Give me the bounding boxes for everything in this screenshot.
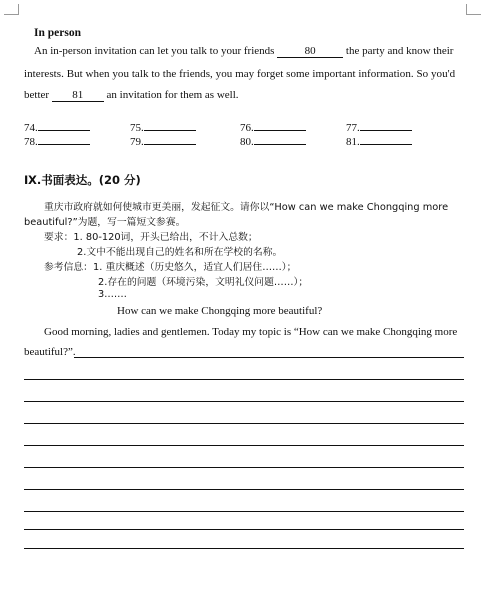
reference-text: 1. 重庆概述（历史悠久，适宜人们居住……）； <box>92 262 297 273</box>
answer-blank <box>360 120 412 131</box>
answer-slot-80 <box>240 134 306 148</box>
answer-slot-74 <box>24 120 90 134</box>
essay-title: How can we make Chongqing more beautiful? <box>117 305 323 317</box>
writing-line <box>24 467 464 468</box>
passage-line-3 <box>24 89 239 102</box>
passage-text: an invitation for them as well. <box>106 89 239 101</box>
writing-line <box>24 379 464 380</box>
passage-text: better <box>24 89 50 101</box>
writing-line <box>24 401 464 402</box>
answer-number: 81. <box>346 136 360 148</box>
page-corner-mark <box>4 4 19 15</box>
reference-label: 参考信息： <box>44 262 93 273</box>
requirement-label: 要求： <box>44 232 74 243</box>
answer-number: 80. <box>240 136 254 148</box>
section-title: Ⅸ.书面表达。(20 分) <box>24 173 141 187</box>
essay-opening-2: beautiful?”. <box>24 346 76 358</box>
passage-line-2: interests. But when you talk to the friends, you may forget some important information. So you'd <box>24 68 456 80</box>
writing-line <box>24 548 464 549</box>
passage-text: An in-person invitation can let you talk to your friends <box>34 45 275 57</box>
writing-line <box>24 511 464 512</box>
answer-slot-79 <box>130 134 196 148</box>
writing-line <box>24 489 464 490</box>
requirement-line-1 <box>44 229 258 243</box>
answer-blank <box>254 120 306 131</box>
answer-number: 74. <box>24 122 38 134</box>
answer-blank <box>144 134 196 145</box>
requirement-line-2: 2.文中不能出现自己的姓名和所在学校的名称。 <box>77 247 283 258</box>
answer-blank <box>38 120 90 131</box>
answer-number: 76. <box>240 122 254 134</box>
answer-slot-81 <box>346 134 412 148</box>
blank-81: 81 <box>52 90 104 102</box>
answer-blank <box>254 134 306 145</box>
reference-line-1 <box>44 259 296 273</box>
answer-blank <box>38 134 90 145</box>
reference-line-2: 2.存在的问题（环境污染，文明礼仪问题……）； <box>98 277 309 288</box>
writing-line <box>24 445 464 446</box>
passage-text: the party and know their <box>345 45 454 57</box>
passage-heading: In person <box>34 27 81 39</box>
writing-line <box>24 423 464 424</box>
requirement-text: 1. 80-120词，开头已给出，不计入总数； <box>73 232 258 243</box>
answer-slot-78 <box>24 134 90 148</box>
writing-intro-2: beautiful?”为题，写一篇短文参赛。 <box>24 217 186 228</box>
reference-line-3: 3.…… <box>98 289 127 300</box>
writing-line <box>24 529 464 530</box>
answer-slot-76 <box>240 120 306 134</box>
writing-intro-1: 重庆市政府就如何使城市更美丽，发起征文。请你以“How can we make Chongqing more <box>44 202 449 213</box>
writing-line <box>74 357 464 358</box>
passage-line-1 <box>34 45 453 58</box>
answer-slot-77 <box>346 120 412 134</box>
blank-80: 80 <box>277 46 343 58</box>
answer-blank <box>360 134 412 145</box>
answer-blank <box>144 120 196 131</box>
answer-slot-75 <box>130 120 196 134</box>
essay-opening-1: Good morning, ladies and gentlemen. Today my topic is “How can we make Chongqing more <box>44 326 458 338</box>
answer-number: 78. <box>24 136 38 148</box>
answer-number: 75. <box>130 122 144 134</box>
answer-number: 77. <box>346 122 360 134</box>
page-corner-mark <box>466 4 481 15</box>
answer-number: 79. <box>130 136 144 148</box>
